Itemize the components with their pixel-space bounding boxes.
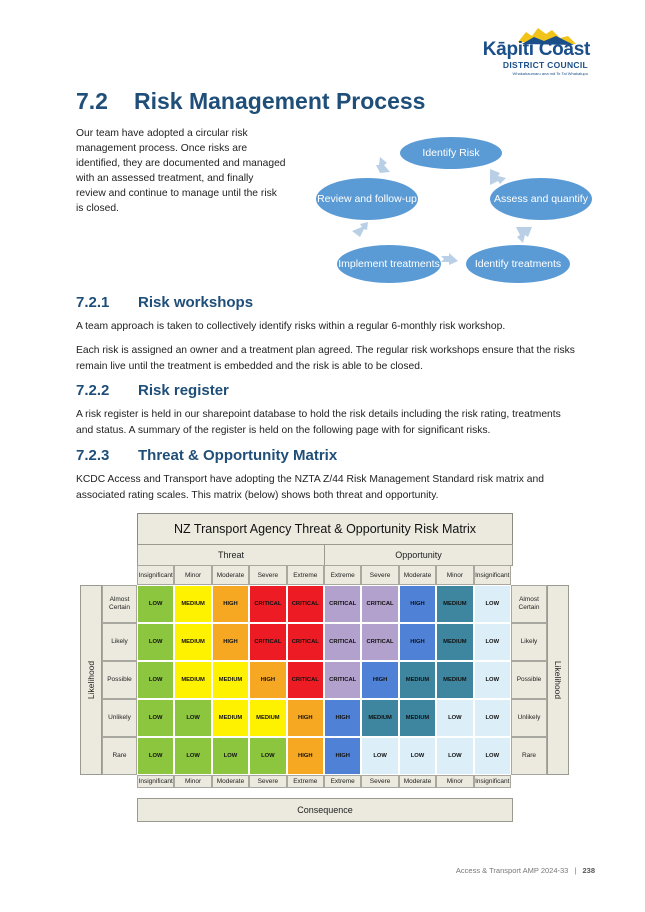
matrix-cell: HIGH <box>399 585 436 623</box>
subsection-number: 7.2.2 <box>76 382 110 399</box>
section-heading <box>76 88 425 115</box>
matrix-cell: LOW <box>399 737 436 775</box>
matrix-cell: HIGH <box>212 623 249 661</box>
cycle-step-implement: Implement treatments <box>337 245 441 283</box>
matrix-column-header-top: Moderate <box>399 565 436 585</box>
matrix-cell: CRITICAL <box>361 585 398 623</box>
matrix-likelihood-label-right: Likelihood <box>547 585 569 775</box>
subsection-number: 7.2.3 <box>76 447 110 464</box>
matrix-consequence-label: Consequence <box>137 798 513 822</box>
matrix-column-header-top: Minor <box>174 565 211 585</box>
matrix-column-header-bottom: Moderate <box>399 775 436 788</box>
matrix-opportunity-header: Opportunity <box>324 544 513 566</box>
page-number: 238 <box>582 866 595 875</box>
matrix-cell: CRITICAL <box>324 585 361 623</box>
logo-tagline: Whakahaumaru ana mā Te Tai Whakatupu <box>512 71 588 76</box>
matrix-column-header-top: Insignificant <box>474 565 511 585</box>
matrix-cell: CRITICAL <box>287 585 324 623</box>
matrix-column-header-bottom: Severe <box>361 775 398 788</box>
matrix-cell: LOW <box>436 737 473 775</box>
logo-subtitle: DISTRICT COUNCIL <box>502 60 588 70</box>
subsection-title: Risk register <box>138 382 229 399</box>
section-number: 7.2 <box>76 88 108 114</box>
matrix-cell: HIGH <box>324 699 361 737</box>
matrix-column-header-bottom: Insignificant <box>137 775 174 788</box>
subsection-number: 7.2.1 <box>76 294 110 311</box>
cycle-step-assess: Assess and quantify <box>490 178 592 220</box>
subsection-title: Risk workshops <box>138 294 254 311</box>
matrix-cell: HIGH <box>287 699 324 737</box>
matrix-cell: LOW <box>474 661 511 699</box>
matrix-cell: MEDIUM <box>436 623 473 661</box>
section-title: Risk Management Process <box>134 88 426 114</box>
matrix-cell: LOW <box>361 737 398 775</box>
matrix-row-label-left: Unlikely <box>102 699 137 737</box>
intro-paragraph: Our team have adopted a circular risk management process. Once risks are identified, they are documented and managed with an assessed treatment, and finally review and continue to manage until the risk is closed. <box>76 128 286 214</box>
matrix-cell: MEDIUM <box>174 623 211 661</box>
matrix-row-label-right: Likely <box>511 623 547 661</box>
matrix-cell: CRITICAL <box>249 585 286 623</box>
footer-text: Access & Transport AMP 2024-33 <box>455 866 569 875</box>
matrix-column-header-bottom: Moderate <box>212 775 249 788</box>
matrix-cell: LOW <box>137 737 174 775</box>
matrix-column-header-bottom: Minor <box>174 775 211 788</box>
matrix-column-header-bottom: Minor <box>436 775 473 788</box>
matrix-cell: MEDIUM <box>249 699 286 737</box>
matrix-row-label-left: Possible <box>102 661 137 699</box>
matrix-cell: HIGH <box>324 737 361 775</box>
matrix-row-label-left: Likely <box>102 623 137 661</box>
subsection-heading-register <box>76 382 229 399</box>
matrix-cell: LOW <box>174 699 211 737</box>
matrix-cell: MEDIUM <box>361 699 398 737</box>
matrix-cell: LOW <box>474 737 511 775</box>
cycle-step-review: Review and follow-up <box>316 178 418 220</box>
matrix-cell: LOW <box>249 737 286 775</box>
footer-separator: | <box>574 866 577 875</box>
matrix-cell: MEDIUM <box>212 699 249 737</box>
matrix-title: NZ Transport Agency Threat & Opportunity Risk Matrix <box>137 513 513 545</box>
matrix-cell: LOW <box>137 661 174 699</box>
matrix-column-header-bottom: Extreme <box>324 775 361 788</box>
matrix-cell: HIGH <box>249 661 286 699</box>
matrix-cell: MEDIUM <box>212 661 249 699</box>
workshops-paragraph-2: Each risk is assigned an owner and a treatment plan agreed. The regular risk workshops ensure that the risks remain live until the treatment is embedded and the risk is able to be closed. <box>76 345 575 372</box>
matrix-cell: LOW <box>436 699 473 737</box>
subsection-heading-matrix <box>76 447 337 464</box>
matrix-column-header-top: Moderate <box>212 565 249 585</box>
matrix-cell: HIGH <box>212 585 249 623</box>
cycle-step-identify-treatments: Identify treatments <box>466 245 570 283</box>
matrix-cell: CRITICAL <box>249 623 286 661</box>
matrix-cell: CRITICAL <box>287 661 324 699</box>
matrix-cell: HIGH <box>399 623 436 661</box>
workshops-paragraph-1: A team approach is taken to collectively identify risks within a regular 6-monthly risk workshop. <box>76 321 506 332</box>
matrix-cell: LOW <box>474 585 511 623</box>
matrix-cell: LOW <box>174 737 211 775</box>
matrix-likelihood-label-left: Likelihood <box>80 585 102 775</box>
matrix-cell: MEDIUM <box>399 661 436 699</box>
matrix-cell: MEDIUM <box>174 661 211 699</box>
matrix-column-header-bottom: Severe <box>249 775 286 788</box>
register-paragraph: A risk register is held in our sharepoint database to hold the risk details including the risk rating, treatments and status. A summary of the register is held on the following page with for significant risks. <box>76 409 561 436</box>
matrix-cell: LOW <box>212 737 249 775</box>
matrix-column-header-top: Extreme <box>324 565 361 585</box>
matrix-column-header-top: Insignificant <box>137 565 174 585</box>
matrix-row-label-right: Almost Certain <box>511 585 547 623</box>
matrix-cell: LOW <box>137 699 174 737</box>
matrix-row-label-left: Rare <box>102 737 137 775</box>
subsection-heading-workshops <box>76 294 253 311</box>
page-footer <box>456 866 595 875</box>
matrix-cell: CRITICAL <box>287 623 324 661</box>
matrix-column-header-top: Severe <box>249 565 286 585</box>
matrix-cell: HIGH <box>287 737 324 775</box>
matrix-column-header-bottom: Insignificant <box>474 775 511 788</box>
subsection-title: Threat & Opportunity Matrix <box>138 447 338 464</box>
matrix-cell: LOW <box>474 623 511 661</box>
matrix-column-header-top: Severe <box>361 565 398 585</box>
matrix-column-header-bottom: Extreme <box>287 775 324 788</box>
matrix-cell: CRITICAL <box>324 623 361 661</box>
matrix-cell: MEDIUM <box>399 699 436 737</box>
matrix-cell: MEDIUM <box>436 585 473 623</box>
matrix-row-label-right: Unlikely <box>511 699 547 737</box>
matrix-threat-header: Threat <box>137 544 325 566</box>
matrix-cell: LOW <box>474 699 511 737</box>
matrix-column-header-top: Extreme <box>287 565 324 585</box>
matrix-row-label-right: Possible <box>511 661 547 699</box>
matrix-cell: HIGH <box>361 661 398 699</box>
matrix-cell: CRITICAL <box>361 623 398 661</box>
matrix-cell: CRITICAL <box>324 661 361 699</box>
matrix-cell: MEDIUM <box>174 585 211 623</box>
cycle-step-identify-risk: Identify Risk <box>400 137 502 169</box>
matrix-cell: LOW <box>137 585 174 623</box>
matrix-row-label-left: Almost Certain <box>102 585 137 623</box>
matrix-column-header-top: Minor <box>436 565 473 585</box>
matrix-row-label-right: Rare <box>511 737 547 775</box>
matrix-paragraph: KCDC Access and Transport have adopting the NZTA Z/44 Risk Management Standard risk matrix and associated rating scales. This matrix (below) shows both threat and opportunity. <box>76 474 544 501</box>
matrix-cell: LOW <box>137 623 174 661</box>
matrix-cell: MEDIUM <box>436 661 473 699</box>
logo-name: Kāpiti Coast <box>482 39 590 60</box>
